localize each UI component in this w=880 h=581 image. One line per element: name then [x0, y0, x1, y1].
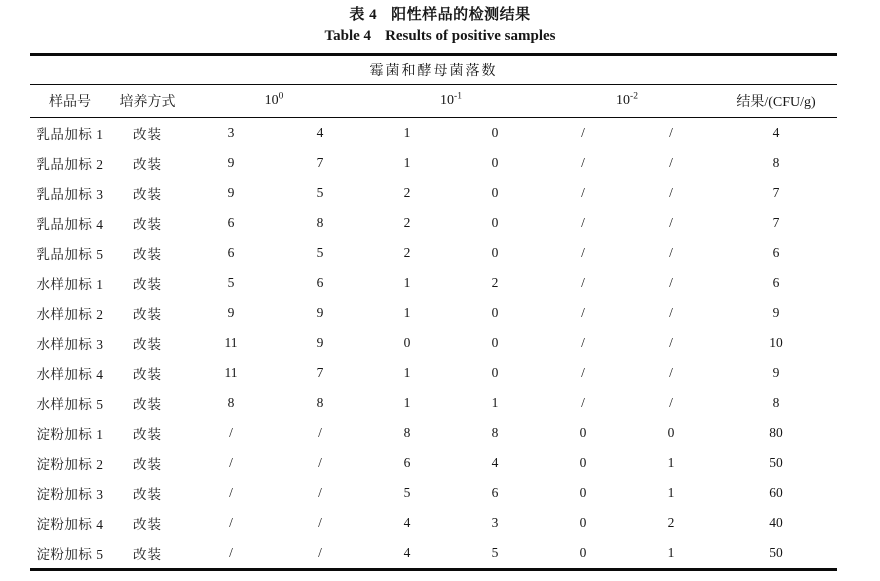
cell-count-100-a: / [229, 545, 233, 560]
cell-count-100-b: 7 [316, 365, 324, 380]
cell-sample: 淀粉加标 5 [36, 547, 104, 562]
cell-count-10-2-b: 1 [667, 545, 675, 560]
cell-count-10-2-a: / [581, 335, 585, 350]
cell-count-10-2-a: / [581, 275, 585, 290]
dilution-exponent: -2 [630, 91, 638, 102]
cell-count-100-a: / [229, 425, 233, 440]
dilution-exponent: 0 [278, 91, 284, 102]
table-number-en: Table 4 [324, 28, 372, 44]
cell-sample: 乳品加标 3 [36, 187, 104, 202]
cell-sample: 乳品加标 4 [36, 217, 104, 232]
cell-count-100-a: / [229, 455, 233, 470]
cell-result: 6 [772, 275, 780, 290]
table-row [30, 388, 837, 418]
table-title-text-zh: 阳性样品的检测结果 [391, 7, 531, 23]
cell-count-10-1-b: 6 [491, 485, 499, 500]
cell-sample: 水样加标 5 [36, 397, 104, 412]
cell-sample: 水样加标 3 [36, 337, 104, 352]
cell-method: 改装 [133, 307, 162, 322]
cell-result: 8 [772, 155, 780, 170]
cell-method: 改装 [133, 547, 162, 562]
table-row [30, 328, 837, 358]
cell-count-10-1-b: 5 [491, 545, 499, 560]
cell-count-100-b: 6 [316, 275, 324, 290]
cell-sample: 淀粉加标 2 [36, 457, 104, 472]
col-header-sample: 样品号 [30, 85, 110, 118]
cell-count-10-2-b: / [669, 275, 673, 290]
cell-method: 改装 [133, 127, 162, 142]
table-title-en [0, 26, 880, 46]
table-row [30, 418, 837, 448]
cell-count-100-b: 7 [316, 155, 324, 170]
table-row [30, 118, 837, 149]
cell-result: 80 [769, 425, 783, 440]
cell-count-100-a: 5 [227, 275, 235, 290]
table-row [30, 448, 837, 478]
table-body [30, 118, 837, 570]
table-title-text-en: Results of positive samples [385, 28, 556, 44]
col-header-method: 培养方式 [110, 85, 185, 118]
cell-count-10-1-a: 1 [403, 155, 411, 170]
cell-count-10-1-a: 6 [403, 455, 411, 470]
table-caption [0, 0, 880, 46]
cell-count-100-a: 11 [224, 335, 238, 350]
cell-count-100-b: / [318, 455, 322, 470]
cell-count-100-a: 9 [227, 155, 235, 170]
cell-result: 7 [772, 215, 780, 230]
cell-count-10-2-a: 0 [579, 425, 587, 440]
cell-count-10-1-b: 0 [491, 335, 499, 350]
cell-count-10-1-b: 8 [491, 425, 499, 440]
cell-count-100-b: / [318, 515, 322, 530]
cell-sample: 水样加标 1 [36, 277, 104, 292]
cell-count-10-2-b: / [669, 305, 673, 320]
cell-count-10-2-a: 0 [579, 485, 587, 500]
cell-count-100-a: / [229, 515, 233, 530]
cell-count-10-1-a: 4 [403, 545, 411, 560]
cell-count-10-1-b: 3 [491, 515, 499, 530]
cell-result: 9 [772, 365, 780, 380]
cell-count-10-2-a: 0 [579, 515, 587, 530]
cell-count-10-2-b: 2 [667, 515, 675, 530]
cell-method: 改装 [133, 457, 162, 472]
cell-count-10-1-a: 5 [403, 485, 411, 500]
cell-method: 改装 [133, 187, 162, 202]
cell-method: 改装 [133, 397, 162, 412]
cell-count-10-2-a: 0 [579, 545, 587, 560]
cell-count-10-1-a: 1 [403, 305, 411, 320]
cell-sample: 水样加标 2 [36, 307, 104, 322]
cell-count-10-2-b: 0 [667, 425, 675, 440]
span-header-row [30, 55, 837, 85]
cell-count-100-b: 5 [316, 245, 324, 260]
cell-count-10-1-b: 1 [491, 395, 499, 410]
cell-count-10-1-a: 1 [403, 125, 411, 140]
cell-count-100-a: 8 [227, 395, 235, 410]
cell-count-10-1-b: 0 [491, 365, 499, 380]
column-header-row [30, 85, 837, 118]
cell-count-10-2-a: / [581, 305, 585, 320]
table-row [30, 358, 837, 388]
col-header-result: 结果/(CFU/g) [715, 85, 837, 118]
cell-count-10-2-b: / [669, 335, 673, 350]
table-row [30, 178, 837, 208]
cell-count-10-2-a: / [581, 365, 585, 380]
col-header-dilution-1: $10^{-1}$ [363, 85, 539, 118]
cell-count-10-1-a: 1 [403, 275, 411, 290]
cell-count-10-1-b: 2 [491, 275, 499, 290]
cell-sample: 乳品加标 2 [36, 157, 104, 172]
cell-method: 改装 [133, 277, 162, 292]
cell-count-10-2-b: / [669, 185, 673, 200]
cell-count-10-1-b: 0 [491, 185, 499, 200]
cell-count-100-a: 6 [227, 215, 235, 230]
cell-sample: 淀粉加标 1 [36, 427, 104, 442]
cell-method: 改装 [133, 337, 162, 352]
cell-count-10-2-b: / [669, 395, 673, 410]
cell-method: 改装 [133, 487, 162, 502]
cell-sample: 乳品加标 5 [36, 247, 104, 262]
cell-count-100-b: 9 [316, 335, 324, 350]
cell-sample: 淀粉加标 3 [36, 487, 104, 502]
cell-result: 4 [772, 125, 780, 140]
cell-method: 改装 [133, 427, 162, 442]
cell-count-100-b: 5 [316, 185, 324, 200]
cell-count-100-b: 4 [316, 125, 324, 140]
span-header-mold-yeast-count: 霉菌和酵母菌落数 [30, 55, 837, 85]
cell-count-10-2-b: / [669, 125, 673, 140]
cell-count-100-b: / [318, 545, 322, 560]
cell-count-10-1-a: 2 [403, 215, 411, 230]
cell-count-100-a: 11 [224, 365, 238, 380]
cell-count-10-1-a: 4 [403, 515, 411, 530]
cell-count-10-1-a: 1 [403, 365, 411, 380]
table-row [30, 508, 837, 538]
cell-count-10-2-b: / [669, 245, 673, 260]
cell-count-100-b: / [318, 425, 322, 440]
cell-count-100-a: 9 [227, 185, 235, 200]
cell-count-10-1-a: 2 [403, 245, 411, 260]
cell-method: 改装 [133, 157, 162, 172]
cell-count-10-2-b: / [669, 155, 673, 170]
cell-result: 60 [769, 485, 783, 500]
cell-count-10-2-b: / [669, 365, 673, 380]
cell-count-10-1-a: 0 [403, 335, 411, 350]
cell-count-10-2-a: / [581, 155, 585, 170]
cell-count-100-b: 8 [316, 395, 324, 410]
cell-count-10-2-a: / [581, 125, 585, 140]
col-header-dilution-0: $10^0$ [185, 85, 363, 118]
cell-sample: 水样加标 4 [36, 367, 104, 382]
cell-result: 7 [772, 185, 780, 200]
cell-count-10-2-a: 0 [579, 455, 587, 470]
cell-count-100-a: / [229, 485, 233, 500]
cell-sample: 淀粉加标 4 [36, 517, 104, 532]
table-number-zh: 表 4 [349, 7, 378, 23]
cell-count-10-1-a: 2 [403, 185, 411, 200]
cell-count-100-a: 9 [227, 305, 235, 320]
table-row [30, 478, 837, 508]
cell-count-10-1-b: 0 [491, 305, 499, 320]
cell-count-10-2-b: 1 [667, 455, 675, 470]
table-row [30, 298, 837, 328]
cell-result: 8 [772, 395, 780, 410]
cell-count-10-1-a: 8 [403, 425, 411, 440]
cell-count-10-2-a: / [581, 215, 585, 230]
table-row [30, 268, 837, 298]
cell-count-10-1-b: 0 [491, 155, 499, 170]
cell-count-100-a: 6 [227, 245, 235, 260]
cell-method: 改装 [133, 517, 162, 532]
cell-count-100-b: 8 [316, 215, 324, 230]
cell-result: 40 [769, 515, 783, 530]
cell-count-10-2-b: 1 [667, 485, 675, 500]
table-title-zh [0, 5, 880, 26]
cell-count-100-b: 9 [316, 305, 324, 320]
cell-result: 50 [769, 545, 783, 560]
cell-method: 改装 [133, 217, 162, 232]
cell-count-100-b: / [318, 485, 322, 500]
col-header-dilution-2: $10^{-2}$ [539, 85, 715, 118]
cell-count-10-2-a: / [581, 245, 585, 260]
table-row [30, 148, 837, 178]
cell-count-10-1-b: 4 [491, 455, 499, 470]
cell-result: 6 [772, 245, 780, 260]
cell-count-10-2-b: / [669, 215, 673, 230]
dilution-exponent: -1 [454, 91, 462, 102]
cell-count-10-2-a: / [581, 185, 585, 200]
cell-count-10-1-b: 0 [491, 125, 499, 140]
cell-method: 改装 [133, 247, 162, 262]
table-row [30, 538, 837, 570]
cell-count-100-a: 3 [227, 125, 235, 140]
cell-count-10-2-a: / [581, 395, 585, 410]
cell-result: 50 [769, 455, 783, 470]
cell-count-10-1-a: 1 [403, 395, 411, 410]
cell-result: 10 [769, 335, 783, 350]
cell-sample: 乳品加标 1 [36, 127, 104, 142]
table-row [30, 208, 837, 238]
cell-count-10-1-b: 0 [491, 245, 499, 260]
cell-method: 改装 [133, 367, 162, 382]
cell-count-10-1-b: 0 [491, 215, 499, 230]
table-row [30, 238, 837, 268]
cell-result: 9 [772, 305, 780, 320]
results-table [30, 53, 837, 571]
